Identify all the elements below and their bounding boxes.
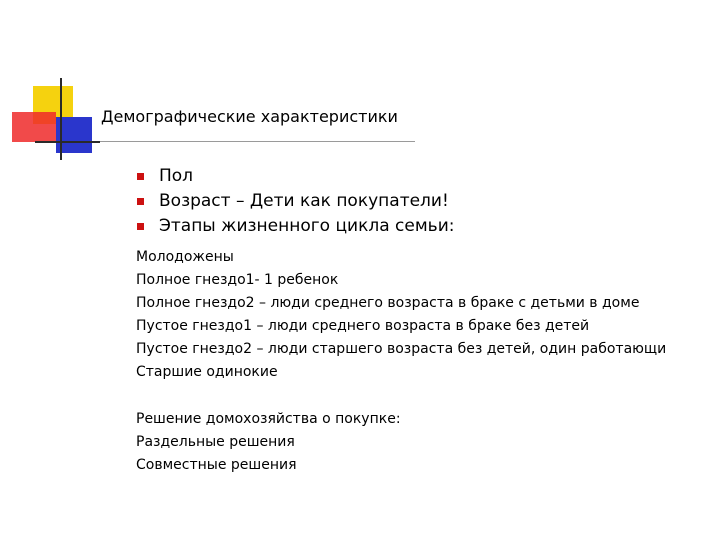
decor-vertical-line (60, 78, 62, 160)
decor-horizontal-line (35, 141, 100, 143)
life-stage-item: Пустое гнездо1 – люди среднего возраста в браке без детей (136, 318, 590, 334)
bullet-text: Этапы жизненного цикла семьи: (159, 216, 455, 236)
purchase-decision-list (136, 408, 401, 477)
life-stage-list (136, 246, 666, 384)
life-stage-item: Пустое гнездо2 – люди старшего возраста без детей, один работающи (136, 341, 667, 357)
square-bullet-icon (137, 173, 144, 180)
title-underline (100, 141, 415, 142)
life-stage-item: Молодожены (136, 249, 234, 265)
square-bullet-icon (137, 223, 144, 230)
life-stage-item: Полное гнездо2 – люди среднего возраста в браке с детьми в доме (136, 295, 640, 311)
square-bullet-icon (137, 198, 144, 205)
decision-item: Совместные решения (136, 457, 297, 473)
decision-heading: Решение домохозяйства о покупке: (136, 411, 401, 427)
bullet-text: Возраст – Дети как покупатели! (159, 191, 449, 211)
bullet-text: Пол (159, 166, 194, 186)
slide-title: Демографические характеристики (101, 107, 398, 126)
life-stage-item: Полное гнездо1- 1 ребенок (136, 272, 339, 288)
decision-item: Раздельные решения (136, 434, 295, 450)
decor-red-bar (12, 112, 56, 142)
life-stage-item: Старшие одинокие (136, 364, 278, 380)
